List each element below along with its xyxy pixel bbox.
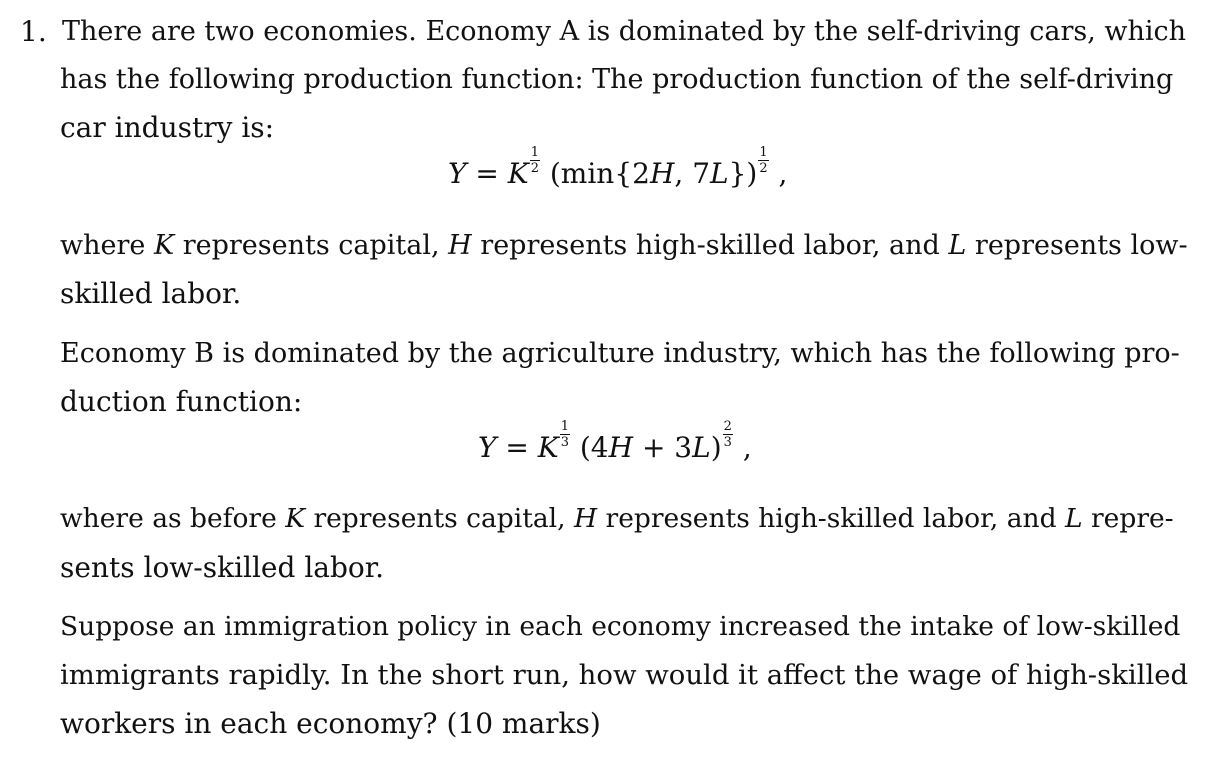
suppose-line-1: Suppose an immigration policy in each economy increased the intake of low-skilled [60, 611, 1181, 642]
eq1-mid: , 7 [674, 157, 711, 190]
eq1-y: Y [448, 157, 467, 190]
economy-b-line-2: duction function: [60, 385, 303, 418]
eq2-k-exponent: $\frac{1}{3}$ [560, 419, 569, 450]
eq1-k-exponent: $\frac{1}{2}$ [530, 145, 539, 176]
where1-line-1: where K represents capital, H represents high-skilled labor, and L represents low- [60, 230, 1188, 261]
eq1-min-open: (min{2 [549, 157, 650, 190]
eq2-outer-exponent: $\frac{2}{3}$ [723, 419, 732, 450]
eq1-comma: , [778, 157, 788, 190]
eq2-k: K [537, 431, 559, 464]
intro-line-3: car industry is: [60, 111, 275, 144]
intro-line-1: There are two economies. Economy A is dominated by the self-driving cars, which [62, 16, 1187, 47]
eq1-equals: = [475, 157, 499, 190]
eq2-y: Y [478, 431, 497, 464]
where2-line-1: where as before K represents capital, H represents high-skilled labor, and L repre- [60, 503, 1174, 534]
eq2-open: (4 [579, 431, 609, 464]
suppose-line-3: workers in each economy? (10 marks) [60, 707, 601, 740]
eq1-k: K [507, 157, 529, 190]
equation-agriculture [478, 419, 752, 464]
eq1-l: L [710, 157, 729, 190]
question-number: 1. [20, 15, 47, 48]
eq1-outer-exponent: $\frac{1}{2}$ [759, 145, 768, 176]
eq1-h: H [649, 157, 675, 190]
eq2-l: L [692, 431, 711, 464]
intro-line-2: has the following production function: The production function of the self-driving [60, 64, 1174, 95]
suppose-line-2: immigrants rapidly. In the short run, how would it affect the wage of high-skilled [60, 659, 1189, 691]
eq2-close: ) [710, 431, 722, 464]
eq2-mid: + 3 [633, 431, 693, 464]
where2-line-2: sents low-skilled labor. [60, 551, 384, 584]
where1-line-2: skilled labor. [60, 277, 242, 310]
eq2-equals: = [505, 431, 529, 464]
eq2-comma: , [742, 431, 752, 464]
eq2-h: H [608, 431, 634, 464]
equation-self-driving [448, 145, 788, 190]
eq1-close: }) [728, 157, 758, 190]
economy-b-line-1: Economy B is dominated by the agriculture industry, which has the following pro- [60, 338, 1180, 369]
